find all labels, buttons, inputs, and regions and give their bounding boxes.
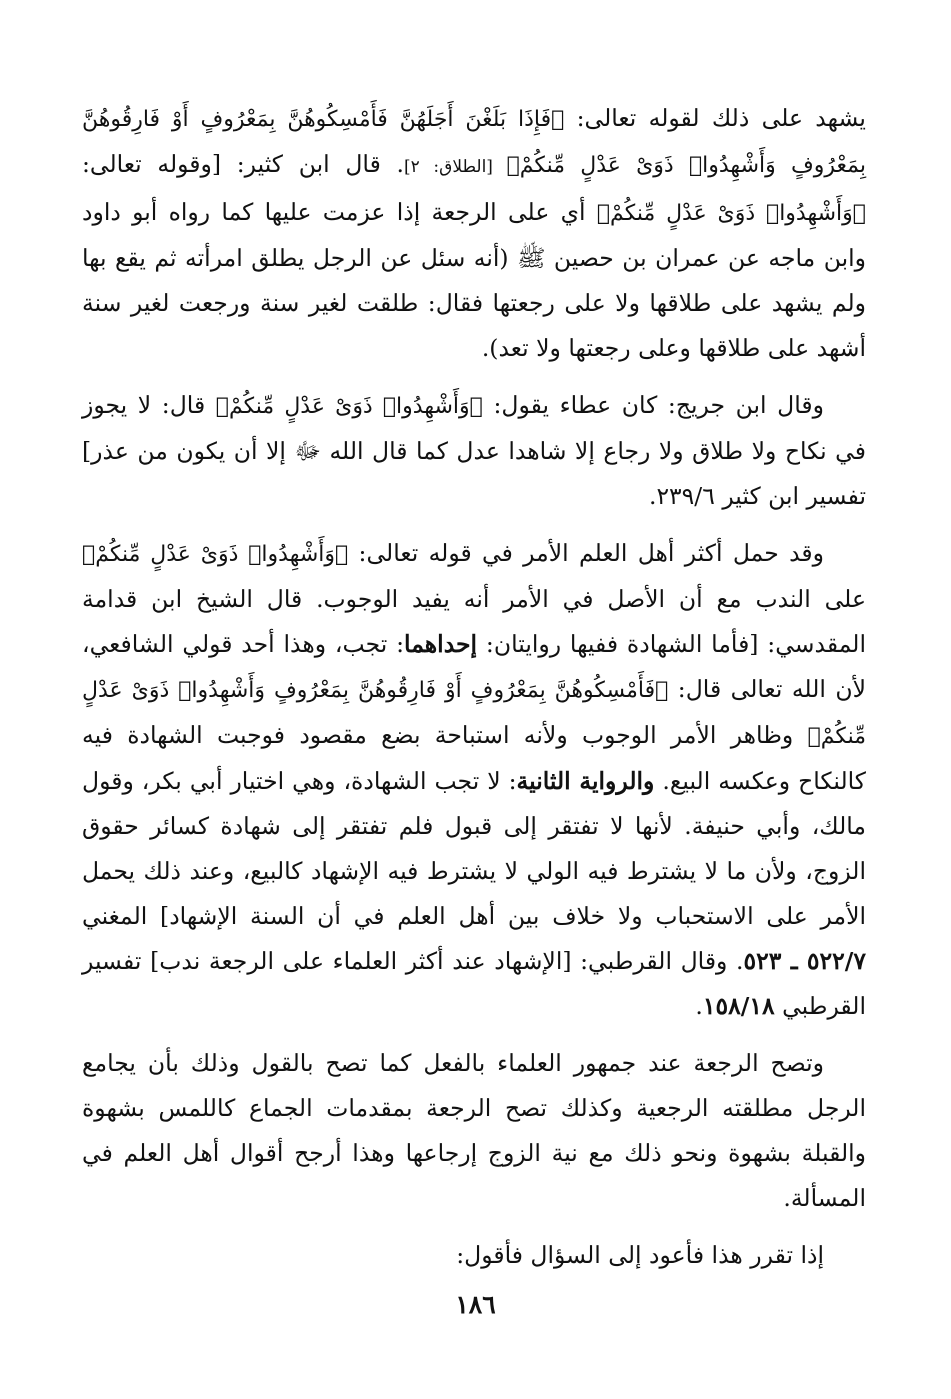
text-run: وقال ابن جريج: كان عطاء يقول:	[482, 391, 824, 419]
verse-reference: [الطلاق: ٢]	[403, 157, 507, 177]
bold-text: والرواية الثانية	[516, 767, 655, 795]
text-run: وتصح الرجعة عند جمهور العلماء بالفعل كما تصح بالقول وذلك بأن يجامع الرجل مطلقته الرجعية وكذلك تصح الرجعة بمقدمات الجماع كاللمس بشهوة والقبلة بشهوة ونحو ذلك مع نية الزوج إرجاعها وهذا أرجح أقوال أهل العلم في المسألة.	[82, 1049, 866, 1212]
bold-text: ١٥٨/١٨	[702, 992, 775, 1020]
text-run: على الندب مع أن الأصل في الأمر أنه يفيد الوجوب. قال الشيخ ابن قدامة المقدسي: [فأما الشهادة ففيها روايتان:	[82, 585, 866, 658]
paragraph	[82, 96, 866, 371]
text-run: .	[695, 992, 703, 1020]
quran-verse: ﴿وَأَشْهِدُوا۟ ذَوَىْ عَدْلٍ مِّنكُمْ﴾	[596, 201, 866, 226]
text-run: . وقال القرطبي: [الإشهاد عند أكثر العلماء على الرجعة ندب] تفسير القرطبي	[82, 947, 866, 1020]
text-run: : لا تجب الشهادة، وهي اختيار أبي بكر، وقول مالك، وأبي حنيفة. لأنها لا تفتقر إلى قبول فلم تفتقر إلى شهادة كسائر حقوق الزوج، ولأن ما لا يشترط فيه الولي لا يشترط فيه الإشهاد كالبيع، وعند ذلك يحمل الأمر على الاستحباب ولا خلاف بين أهل العلم في أن السنة الإشهاد] المغني	[82, 767, 866, 930]
paragraph	[82, 1233, 866, 1278]
paragraph-gap	[82, 1221, 866, 1233]
paragraph-gap	[82, 371, 866, 383]
quran-verse: ﴿وَأَشْهِدُوا۟ ذَوَىْ عَدْلٍ مِّنكُمْ﴾	[215, 394, 483, 419]
paragraph	[82, 383, 866, 519]
quran-verse: ﴿فَإِذَا بَلَغْنَ أَجَلَهُنَّ فَأَمْسِكُوهُنَّ بِمَعْرُوفٍ أَوْ فَارِقُوهُنَّ بِمَعْرُوفٍ وَأَشْهِدُوا۟ ذَوَىْ عَدْلٍ مِّنكُمْ﴾	[82, 107, 866, 178]
bold-text: ٥٢٢/٧ ـ ٥٢٣	[743, 947, 866, 975]
text-run: أي على الرجعة إذا عزمت عليها كما رواه أبو داود وابن ماجه عن عمران بن حصين ﷺ (أنه سئل عن الرجل يطلق امرأته ثم يقع بها ولم يشهد على طلاقها ولا على رجعتها فقال: طلقت لغير سنة ورجعت لغير سنة أشهد على طلاقها وعلى رجعتها ولا تعد).	[82, 198, 866, 362]
paragraph	[82, 531, 866, 1029]
text-run: وقد حمل أكثر أهل العلم الأمر في قوله تعالى:	[348, 539, 824, 567]
text-run: إذا تقرر هذا فأعود إلى السؤال فأقول:	[456, 1241, 824, 1269]
bold-text: إحداهما	[404, 630, 478, 658]
quran-verse: ﴿فَأَمْسِكُوهُنَّ بِمَعْرُوفٍ أَوْ فَارِقُوهُنَّ بِمَعْرُوفٍ وَأَشْهِدُوا۟ ذَوَىْ عَدْلٍ مِّنكُمْ﴾	[82, 678, 866, 749]
paragraph-gap	[82, 1029, 866, 1041]
page-number: ١٨٦	[455, 1290, 496, 1319]
text-run: وظاهر الأمر الوجوب ولأنه استباحة بضع مقصود فوجبت الشهادة فيه كالنكاح وعكسه البيع.	[82, 721, 866, 795]
text-run: يشهد على ذلك لقوله تعالى:	[564, 104, 866, 132]
paragraph-gap	[82, 519, 866, 531]
page-body	[82, 96, 866, 1278]
text-run: : تجب، وهذا أحد قولي الشافعي، لأن الله تعالى قال:	[82, 630, 866, 703]
paragraph	[82, 1041, 866, 1221]
text-run: قال: لا يجوز في نكاح ولا طلاق ولا رجاع إلا شاهدا عدل كما قال الله ﷻ إلا أن يكون من عذر] تفسير ابن كثير ٢٣٩/٦.	[82, 391, 866, 510]
quran-verse: ﴿وَأَشْهِدُوا۟ ذَوَىْ عَدْلٍ مِّنكُمْ﴾	[82, 542, 349, 567]
text-run: . قال ابن كثير: [وقوله تعالى:	[82, 150, 404, 178]
